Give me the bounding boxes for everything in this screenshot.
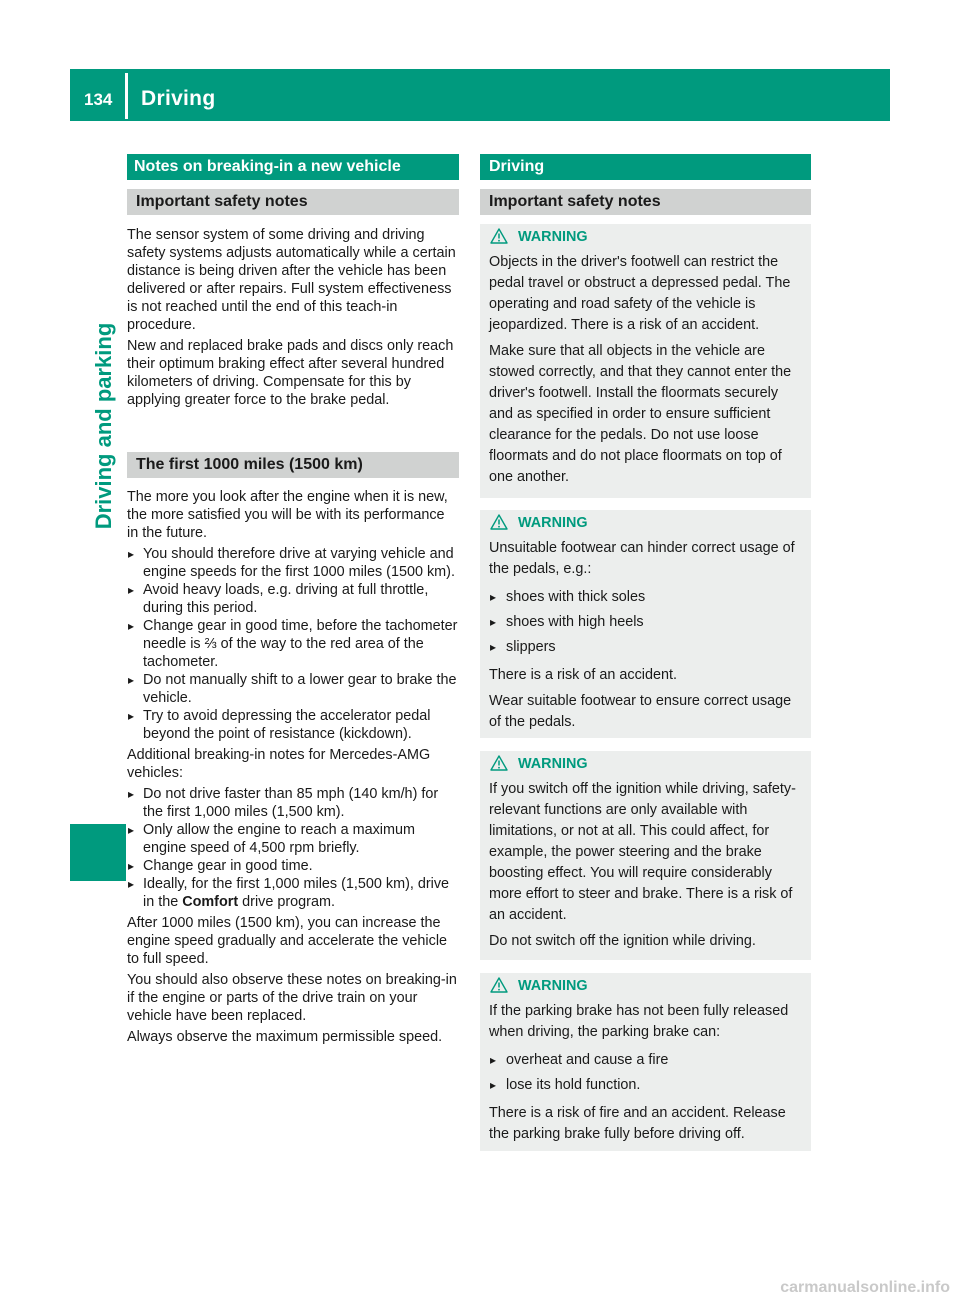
- warning-header: [489, 975, 802, 997]
- paragraph: If you switch off the ignition while driving, safety-relevant functions are only available with limitations, or not at all. This could affect, for example, the power steering and the brake boosting effect. You will require considerably more effort to steer and brake. There is a risk of an accident.: [489, 781, 796, 923]
- list-item: ▸ overheat and cause a fire: [489, 1048, 802, 1073]
- warning-triangle-icon: [490, 228, 508, 244]
- paragraph: There is a risk of an accident.: [489, 667, 677, 683]
- footer-watermark: carmanualsonline.info: [780, 1279, 950, 1296]
- warning-triangle-icon: [490, 755, 508, 771]
- paragraph: Make sure that all objects in the vehicle are stowed correctly, and that they cannot enter the driver's footwell. Install the floormats securely and as specified in order to ensure sufficient clearance for the pedals. Do not use loose floormats and do not place floormats on top of one another.: [489, 343, 792, 485]
- footwear-list: [489, 585, 802, 660]
- warning-label: WARNING: [518, 756, 588, 772]
- paragraph: There is a risk of fire and an accident. Release the parking brake fully before driving off.: [489, 1105, 786, 1142]
- warning-box-footwell-objects: [480, 224, 811, 498]
- list-item: ▸ Change gear in good time.: [127, 857, 459, 875]
- list-item: ▸ Try to avoid depressing the accelerator pedal beyond the point of resistance (kickdown).: [127, 707, 459, 743]
- warning-box-footwear: [480, 510, 811, 738]
- warning-triangle-icon: [490, 977, 508, 993]
- list-item: ▸ You should therefore drive at varying vehicle and engine speeds for the first 1000 miles (1500 km).: [127, 545, 459, 581]
- list-item: ▸ slippers: [489, 635, 802, 660]
- warning-label: WARNING: [518, 515, 588, 531]
- paragraph: New and replaced brake pads and discs only reach their optimum braking effect after several hundred kilometers of driving. Compensate for this by applying greater force to the brake pedal.: [127, 338, 454, 408]
- list-item: ▸ Do not manually shift to a lower gear to brake the vehicle.: [127, 671, 459, 707]
- paragraph: The more you look after the engine when it is new, the more satisfied you will be with its performance in the future.: [127, 489, 448, 541]
- warning-box-ignition: [480, 751, 811, 960]
- warning-triangle-icon: [490, 514, 508, 530]
- paragraph: Additional breaking-in notes for Mercedes-AMG vehicles:: [127, 747, 431, 781]
- comfort-program-name: Comfort: [182, 894, 239, 910]
- paragraph: Always observe the maximum permissible speed.: [127, 1029, 443, 1045]
- header-divider: [125, 73, 128, 119]
- paragraph: Unsuitable footwear can hinder correct usage of the pedals, e.g.:: [489, 540, 795, 577]
- side-tab-block: [70, 824, 126, 881]
- warning-label: WARNING: [518, 978, 588, 994]
- paragraph: Objects in the driver's footwell can restrict the pedal travel or obstruct a depressed pedal. The operating and road safety of the vehicle is jeopardized. There is a risk of an accident.: [489, 254, 791, 333]
- list-item: ▸ shoes with high heels: [489, 610, 802, 635]
- warning-header: [489, 753, 802, 775]
- list-item: ▸ Only allow the engine to reach a maximum engine speed of 4,500 rpm briefly.: [127, 821, 459, 857]
- paragraph: After 1000 miles (1500 km), you can increase the engine speed gradually and accelerate the vehicle to full speed.: [127, 915, 448, 967]
- list-item-text: Ideally, for the first 1,000 miles (1,500 km), drive in the: [143, 876, 450, 910]
- warning-header: [489, 226, 802, 248]
- warning-box-parking-brake: [480, 973, 811, 1151]
- safety-heading: Important safety notes: [127, 189, 459, 215]
- breakin-heading: Notes on breaking-in a new vehicle: [127, 154, 459, 180]
- paragraph: The sensor system of some driving and driving safety systems adjusts automatically while a certain distance is being driven after the vehicle has been delivered or after repairs. Full system effectiveness is not reached until the end of this teach-in procedure.: [127, 227, 456, 333]
- parking-brake-list: [489, 1048, 802, 1098]
- warning-label: WARNING: [518, 229, 588, 245]
- list-item: ▸ lose its hold function.: [489, 1073, 802, 1098]
- paragraph: Do not switch off the ignition while driving.: [489, 933, 756, 949]
- warning-header: [489, 512, 802, 534]
- breakin-list: [127, 545, 459, 743]
- paragraph: Wear suitable footwear to ensure correct usage of the pedals.: [489, 693, 792, 730]
- page-number: 134: [84, 90, 113, 109]
- list-item: ▸ Change gear in good time, before the tachometer needle is ⅔ of the way to the red area of the tachometer.: [127, 617, 459, 671]
- amg-list: [127, 785, 459, 911]
- safety-notes-text: [127, 226, 459, 412]
- list-item-text: drive program.: [238, 894, 335, 910]
- list-item: ▸ shoes with thick soles: [489, 585, 802, 610]
- side-tab-label: Driving and parking: [91, 322, 116, 530]
- paragraph: If the parking brake has not been fully released when driving, the parking brake can:: [489, 1003, 789, 1040]
- right-safety-heading: Important safety notes: [480, 189, 811, 215]
- first-miles-heading: The first 1000 miles (1500 km): [127, 452, 459, 478]
- driving-heading: Driving: [480, 154, 811, 180]
- list-item: [127, 875, 459, 911]
- first-miles-text: [127, 488, 459, 1049]
- list-item: ▸ Do not drive faster than 85 mph (140 km/h) for the first 1,000 miles (1,500 km).: [127, 785, 459, 821]
- paragraph: You should also observe these notes on breaking-in if the engine or parts of the drive train on your vehicle have been replaced.: [127, 972, 457, 1024]
- chapter-title: Driving: [141, 87, 216, 110]
- list-item: ▸ Avoid heavy loads, e.g. driving at full throttle, during this period.: [127, 581, 459, 617]
